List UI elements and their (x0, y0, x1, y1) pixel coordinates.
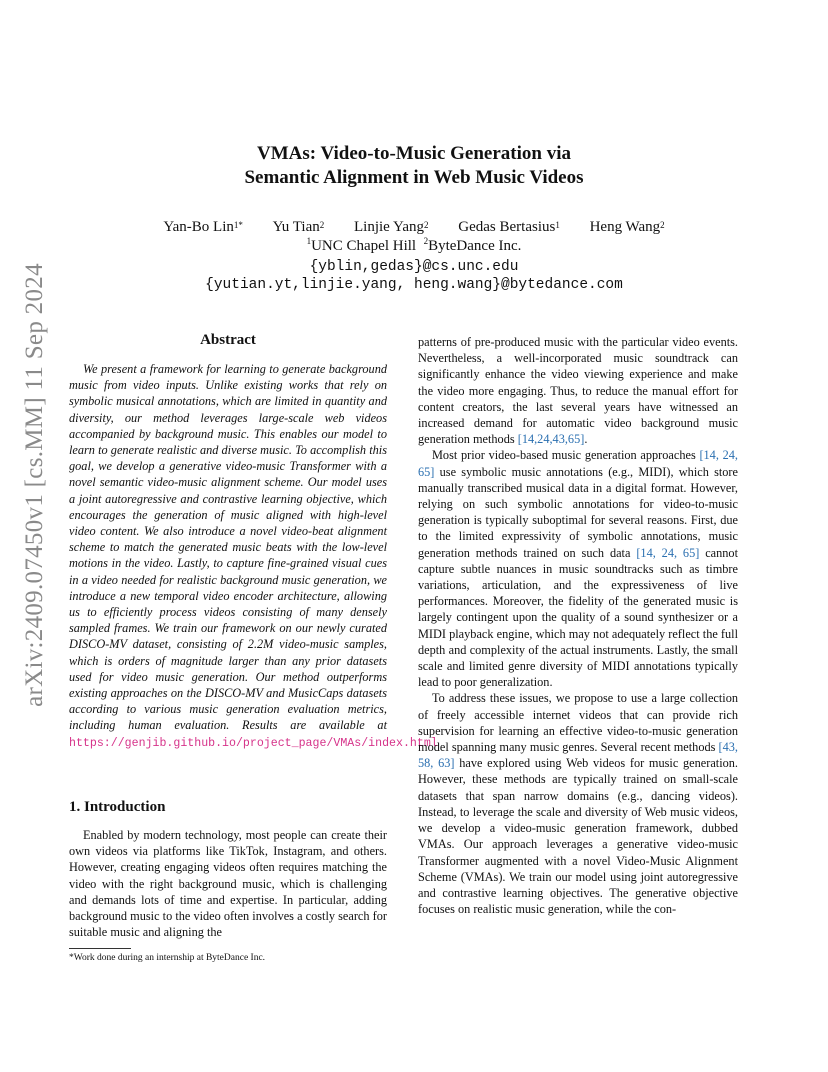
intro-paragraph: Enabled by modern technology, most people can create their own videos via platforms like TikTok, Instagram, and others. However, creating engaging videos often requires matching the video with the right background music, which is challenging and demands lots of time and expertise. In particular, adding background music to the video often involves a costly search for suitable music and aligning the (69, 828, 387, 940)
author-list (0, 218, 828, 237)
arxiv-stamp: arXiv:2409.07450v1 [cs.MM] 11 Sep 2024 (21, 263, 48, 707)
email-line-2: {yutian.yt,linjie.yang, heng.wang}@bytedance.com (205, 277, 623, 293)
email-line-1: {yblin,gedas}@cs.unc.edu (309, 259, 519, 275)
author: Yu Tian$^2$ (272, 219, 325, 235)
paragraph: To address these issues, we propose to use a large collection of freely accessible internet videos that can provide rich supervision for learning an effective video-to-music generation model spanning many music genres. Several recent methods [43, 58, 63] have explored using Web videos for music generation. However, these methods are typically trained on small-scale datasets that span narrow domains (e.g., dancing videos). Instead, to leverage the scale and diversity of Web music videos, we develop a video-music generation framework, dubbed VMAs. Our approach leverages a generative video-music Transformer augmented with a novel Video-Music Alignment Scheme (VMAs). We train our model using joint autoregressive and contrastive learning objectives. The generative objective focuses on realistic music generation, while the con- (418, 691, 738, 917)
citation-link[interactable]: [14, 24, 65] (418, 448, 738, 479)
author: Gedas Bertasius$^1$ (458, 219, 560, 235)
footnote: *Work done during an internship at ByteDance Inc. (69, 953, 266, 963)
right-column (418, 334, 738, 917)
abstract-body: We present a framework for learning to generate background music from video inputs. Unlike existing works that rely on symbolic musical annotations, which are limited in quantity and diversity, our method leverages large-scale web videos accompanied by background music. This enables our model to learn to generate realistic and diverse music. To accomplish this goal, we develop a generative video-music Transformer with a novel semantic video-music alignment scheme. Our model uses a joint autoregressive and contrastive learning objective, which encourages the generation of music aligned with high-level video content. We also introduce a novel video-beat alignment scheme to match the generated music beats with the low-level motions in the video. Lastly, to capture fine-grained visual cues in a video needed for realistic background music generation, we introduce a new temporal video encoder architecture, allowing us to efficiently process videos consisting of many densely sampled frames. We train our framework on our newly curated DISCO-MV dataset, consisting of 2.2M video-music samples, which is orders of magnitude larger than any prior datasets used for video music generation. Our method outperforms existing approaches on the DISCO-MV and MusicCaps datasets according to various music generation evaluation metrics, including human evaluation. Results are available at https://genjib.github.io/project_page/VMAs/index.html (69, 362, 438, 750)
citation-link[interactable]: [14, 24, 65] (636, 545, 700, 560)
paragraph: patterns of pre-produced music with the particular video events. Nevertheless, a well-incorporated music soundtrack can significantly enhance the video viewing experience and make the video more engaging. Thus, to reduce the manual effort for content creators, the last several years have witnessed an increased demand for automatic video background music generation methods [14,24,43,65]. (418, 335, 738, 447)
citation-link[interactable]: [43, 58, 63] (418, 740, 738, 771)
title-line-2: Semantic Alignment in Web Music Videos (244, 167, 584, 188)
footnote-rule (69, 948, 131, 949)
author: Linjie Yang$^2$ (354, 219, 429, 235)
section-heading-introduction: 1. Introduction (69, 799, 166, 815)
project-link[interactable]: https://genjib.github.io/project_page/VMAs/index.html (69, 736, 438, 750)
citation-link[interactable]: [14,24,43,65] (517, 432, 585, 447)
author: Heng Wang$^2$ (589, 219, 665, 235)
affiliations: $^1$UNC Chapel Hill $^2$ByteDance Inc. (306, 236, 522, 254)
title-line-1: VMAs: Video-to-Music Generation via (257, 143, 571, 164)
abstract-heading: Abstract (200, 332, 256, 348)
paragraph: Most prior video-based music generation approaches [14, 24, 65] use symbolic music annotations (e.g., MIDI), which store manually transcribed musical data in a digital format. However, relying on such symbolic annotations for video-to-music generation is typically suboptimal for several reasons. First, due to the limited expressivity of symbolic annotations, music generation methods trained on such data [14, 24, 65] cannot capture subtle nuances in music soundtracks such as timbre variations, articulation, and the expressiveness of live performances. Moreover, the fidelity of the generated music is largely contingent upon the quality of a sound synthesizer or a MIDI playback engine, which may not adequately reflect the full depth and complexity of the actual instruments. Lastly, the small scale and limited genre diversity of MIDI annotations typically lead to poor generalization. (418, 448, 738, 690)
author: Yan-Bo Lin$^{1*}$ (163, 219, 243, 235)
paper-title (0, 142, 828, 190)
